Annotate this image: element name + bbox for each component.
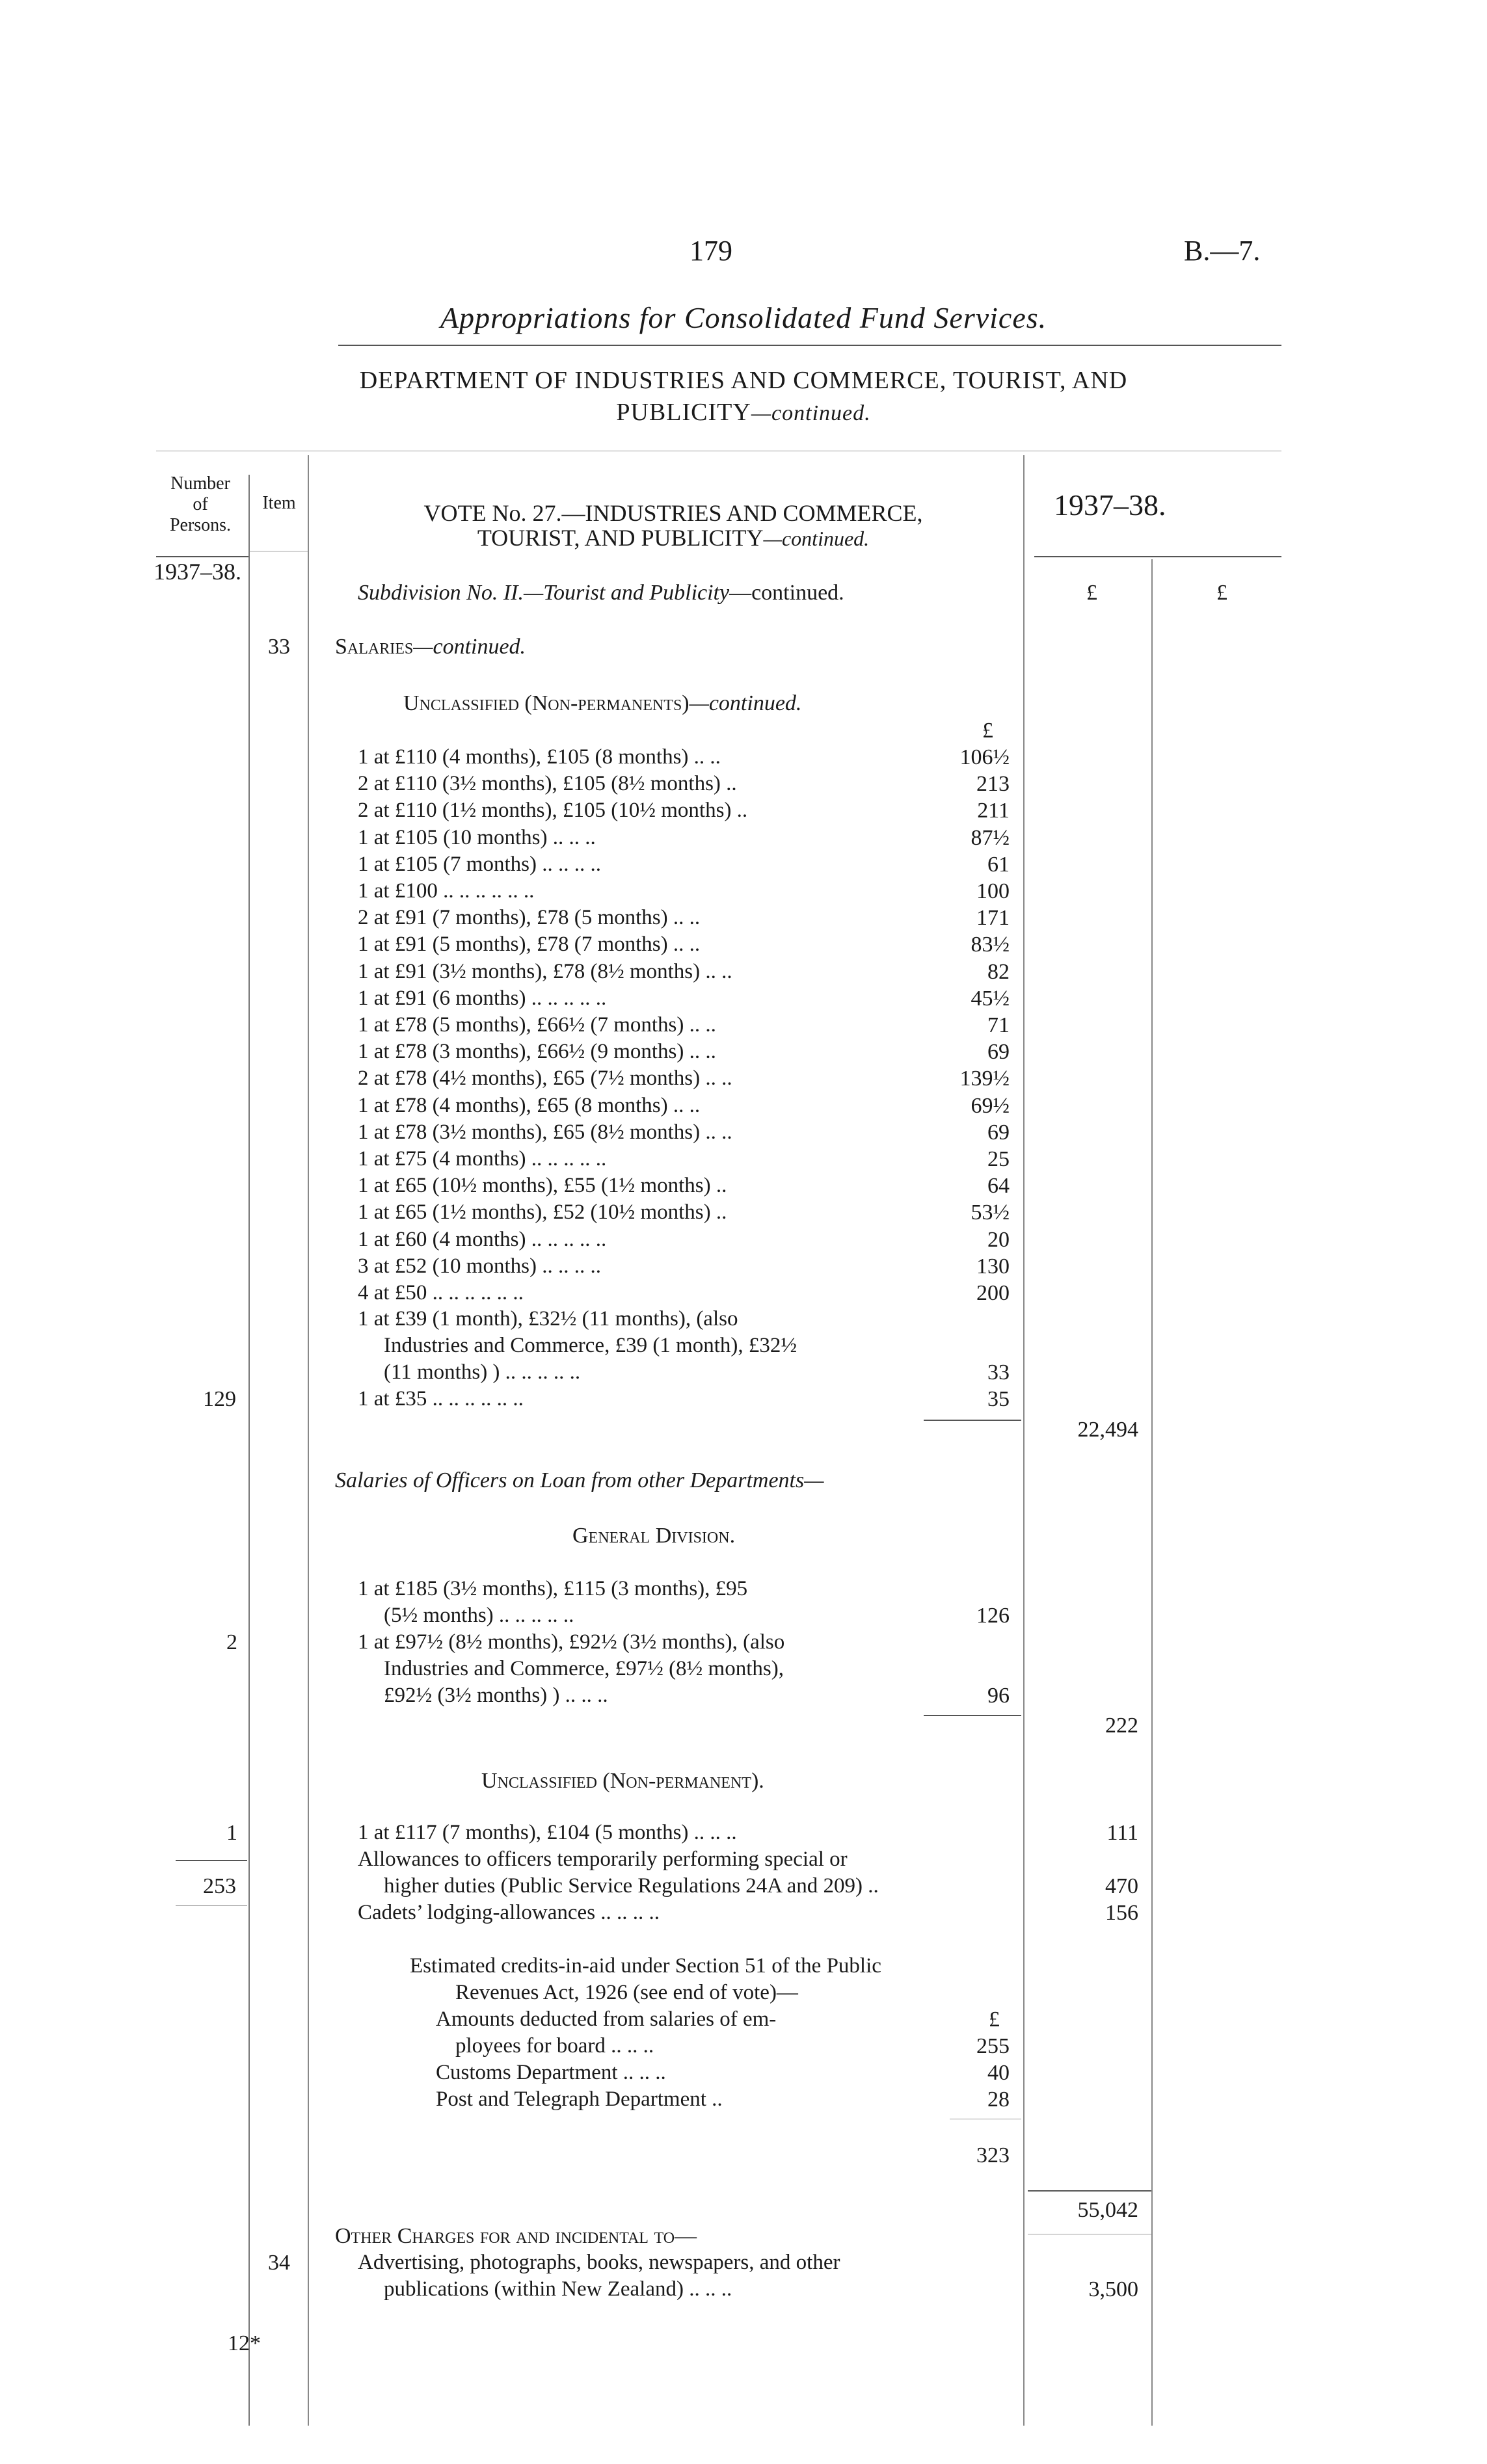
salary-row-amount: 100 xyxy=(976,879,1010,903)
last-row-text: 1 at £35 .. .. .. .. .. .. xyxy=(358,1387,524,1411)
gd-row2-l2: Industries and Commerce, £97½ (8½ months), xyxy=(384,1657,784,1680)
multi-row-l3: (11 months) ) .. .. .. .. .. xyxy=(384,1360,581,1384)
gd-row1-amount: 126 xyxy=(976,1604,1010,1628)
department-heading-line2 xyxy=(0,398,1487,427)
subtotal-rule-1 xyxy=(924,1420,1021,1421)
item-number-33: 33 xyxy=(268,635,290,659)
credit-item-2-amount: 40 xyxy=(987,2061,1010,2085)
salaries-heading-text: Salaries xyxy=(335,635,414,659)
salary-row-amount: 82 xyxy=(987,960,1010,984)
unclassified-heading-text: Unclassified (Non-permanents) xyxy=(403,691,690,715)
year-column-header: 1937–38. xyxy=(1054,488,1166,522)
credit-item-1-l1: Amounts deducted from salaries of em- xyxy=(436,2007,777,2031)
salary-row-amount: 213 xyxy=(976,772,1010,796)
item-column-header: Item xyxy=(262,493,296,513)
cadets-amount: 156 xyxy=(1105,1901,1138,1925)
credit-item-1-l2: ployees for board .. .. .. xyxy=(455,2034,654,2058)
vote-heading-cont: —continued. xyxy=(763,527,870,550)
salary-row-text: 2 at £110 (1½ months), £105 (10½ months) .. xyxy=(358,799,748,822)
title-rule xyxy=(338,345,1281,346)
salary-row-text: 1 at £110 (4 months), £105 (8 months) .. .. xyxy=(358,745,721,769)
salary-row-amount: 200 xyxy=(976,1281,1010,1305)
np-row-amount: 111 xyxy=(1106,1821,1138,1845)
vote-heading xyxy=(325,501,1021,551)
salary-row-amount: 171 xyxy=(976,906,1010,930)
salary-row-amount: 25 xyxy=(987,1147,1010,1171)
page-title: Appropriations for Consolidated Fund Services. xyxy=(440,301,1047,334)
salary-row-text: 3 at £52 (10 months) .. .. .. .. xyxy=(358,1254,601,1278)
salary-row-amount: 69 xyxy=(987,1040,1010,1064)
unclassified-cont: —continued. xyxy=(689,691,802,715)
salary-row-amount: 130 xyxy=(976,1254,1010,1278)
salary-row-amount: 53½ xyxy=(971,1200,1010,1225)
salary-row-text: 1 at £105 (7 months) .. .. .. .. xyxy=(358,853,601,876)
subdivision-label: Subdivision No. II.—Tourist and Publicity xyxy=(358,581,730,605)
allowances-amount: 470 xyxy=(1105,1874,1138,1898)
salary-row-text: 2 at £110 (3½ months), £105 (8½ months) .. xyxy=(358,772,737,795)
salary-row-amount: 139½ xyxy=(959,1066,1010,1091)
item-number-34: 34 xyxy=(268,2251,290,2275)
salary-row-amount: 69 xyxy=(987,1120,1010,1145)
multi-row-l1: 1 at £39 (1 month), £32½ (11 months), (also xyxy=(358,1307,738,1331)
year-under-rule xyxy=(1034,556,1281,557)
persons-col-divider xyxy=(248,475,250,2426)
np-row-text: 1 at £117 (7 months), £104 (5 months) .. .. .. xyxy=(358,1821,737,1844)
vote-heading-l2 xyxy=(325,525,1021,551)
multi-row-l2: Industries and Commerce, £39 (1 month), £32½ xyxy=(384,1334,797,1357)
advertising-amount: 3,500 xyxy=(1088,2277,1138,2301)
multi-row-amount: 33 xyxy=(987,1360,1010,1384)
salary-row-amount: 64 xyxy=(987,1174,1010,1198)
vote-heading-l1: VOTE No. 27.—INDUSTRIES AND COMMERCE, xyxy=(423,500,923,526)
pound-sign-col2: £ xyxy=(1216,581,1227,605)
page-number: 179 xyxy=(690,235,732,267)
salary-row-text: 1 at £60 (4 months) .. .. .. .. .. xyxy=(358,1228,607,1251)
salary-row-amount: 69½ xyxy=(971,1094,1010,1118)
credit-item-1-amount: 255 xyxy=(976,2034,1010,2058)
salary-row-text: 4 at £50 .. .. .. .. .. .. xyxy=(358,1281,524,1305)
salary-row-amount: 20 xyxy=(987,1228,1010,1252)
credits-l2: Revenues Act, 1926 (see end of vote)— xyxy=(455,1981,798,2004)
persons-header-l1: Number xyxy=(170,473,230,494)
pound-sign-col1: £ xyxy=(1086,581,1097,605)
salary-row-text: 1 at £65 (1½ months), £52 (10½ months) .. xyxy=(358,1200,727,1224)
salary-row-text: 1 at £78 (4 months), £65 (8 months) .. .. xyxy=(358,1094,701,1117)
persons-year: 1937–38. xyxy=(154,559,241,585)
salary-row-text: 2 at £78 (4½ months), £65 (7½ months) .. .. xyxy=(358,1066,732,1090)
salary-row-amount: 45½ xyxy=(971,987,1010,1011)
persons-column-header xyxy=(155,473,246,536)
other-charges-heading: Other Charges for and incidental to— xyxy=(335,2224,697,2248)
salary-row-text: 1 at £65 (10½ months), £55 (1½ months) .. xyxy=(358,1174,727,1197)
department-heading-line1: DEPARTMENT OF INDUSTRIES AND COMMERCE, TOURIST, AND xyxy=(359,367,1128,394)
unclassified-total: 22,494 xyxy=(1077,1418,1138,1442)
unclassified-heading xyxy=(403,691,801,716)
salary-row-text: 1 at £91 (3½ months), £78 (8½ months) .. .. xyxy=(358,960,732,983)
salary-row-amount: 71 xyxy=(987,1013,1010,1037)
salary-row-amount: 87½ xyxy=(971,826,1010,850)
last-row-amount: 35 xyxy=(987,1387,1010,1411)
persons-header-l2: of xyxy=(193,494,208,514)
persons-year-rule xyxy=(156,556,248,557)
persons-2: 2 xyxy=(226,1630,237,1654)
salary-row-text: 1 at £105 (10 months) .. .. .. xyxy=(358,826,596,849)
salary-row-text: 1 at £100 .. .. .. .. .. .. xyxy=(358,879,535,903)
advertising-l1: Advertising, photographs, books, newspapers, and other xyxy=(358,2251,840,2274)
persons-rule-1 xyxy=(176,1860,247,1861)
credit-item-3: Post and Telegraph Department .. xyxy=(436,2087,723,2111)
salary-row-amount: 83½ xyxy=(971,933,1010,957)
credits-l1: Estimated credits-in-aid under Section 51 of the Public xyxy=(410,1954,881,1978)
salary-row-amount: 211 xyxy=(977,799,1010,823)
persons-rule-2 xyxy=(176,1905,247,1906)
gd-row1-l2: (5½ months) .. .. .. .. .. xyxy=(384,1604,574,1627)
salary-row-text: 1 at £78 (5 months), £66½ (7 months) .. .. xyxy=(358,1013,716,1037)
total-rule xyxy=(1028,2190,1151,2192)
amount-col-mid-divider xyxy=(1151,559,1153,2426)
persons-253: 253 xyxy=(203,1874,236,1898)
salary-row-text: 1 at £78 (3½ months), £65 (8½ months) .. .. xyxy=(358,1120,732,1144)
credit-item-2: Customs Department .. .. .. xyxy=(436,2061,666,2084)
salaries-total: 55,042 xyxy=(1077,2198,1138,2222)
pound-sign-inner: £ xyxy=(982,719,993,743)
department-heading-text: PUBLICITY xyxy=(616,399,751,426)
general-division-heading: General Division. xyxy=(572,1524,736,1548)
amount-col-left-divider xyxy=(1023,455,1025,2426)
cadets-text: Cadets’ lodging-allowances .. .. .. .. xyxy=(358,1901,660,1924)
subdivision-heading xyxy=(358,581,844,605)
credit-item-3-amount: 28 xyxy=(987,2087,1010,2112)
salary-row-text: 1 at £78 (3 months), £66½ (9 months) .. .. xyxy=(358,1040,716,1063)
persons-129: 129 xyxy=(203,1387,236,1411)
subdivision-cont: —continued. xyxy=(729,581,844,605)
vote-heading-l2-text: TOURIST, AND PUBLICITY xyxy=(477,525,764,551)
gd-row2-amount: 96 xyxy=(987,1684,1010,1708)
advertising-l2: publications (within New Zealand) .. .. .. xyxy=(384,2277,732,2301)
loan-heading: Salaries of Officers on Loan from other Departments— xyxy=(335,1468,824,1492)
item-col-divider xyxy=(308,455,309,2426)
footer-signature: 12* xyxy=(228,2331,261,2355)
document-reference: B.—7. xyxy=(1184,235,1261,267)
salaries-cont: —continued. xyxy=(413,635,526,659)
salaries-heading xyxy=(335,635,526,659)
salary-row-text: 1 at £91 (6 months) .. .. .. .. .. xyxy=(358,987,607,1010)
subtotal-rule-2 xyxy=(924,1715,1021,1716)
salary-row-text: 2 at £91 (7 months), £78 (5 months) .. .. xyxy=(358,906,701,929)
allowances-l1: Allowances to officers temporarily performing special or xyxy=(358,1848,848,1871)
credits-total: 323 xyxy=(976,2143,1010,2167)
salary-row-amount: 61 xyxy=(987,853,1010,877)
credits-pound-sign: £ xyxy=(989,2007,1000,2032)
salary-row-text: 1 at £91 (5 months), £78 (7 months) .. .. xyxy=(358,933,701,956)
allowances-l2: higher duties (Public Service Regulations 24A and 209) .. xyxy=(384,1874,879,1898)
department-heading-cont: —continued. xyxy=(751,401,871,425)
unclassified-np-heading: Unclassified (Non-permanent). xyxy=(481,1769,764,1793)
persons-header-l3: Persons. xyxy=(169,515,232,535)
gd-row1-l1: 1 at £185 (3½ months), £115 (3 months), £95 xyxy=(358,1577,748,1600)
persons-1: 1 xyxy=(226,1821,237,1845)
gd-row2-l3: £92½ (3½ months) ) .. .. .. xyxy=(384,1684,608,1707)
gd-row2-l1: 1 at £97½ (8½ months), £92½ (3½ months), (also xyxy=(358,1630,785,1654)
salary-row-text: 1 at £75 (4 months) .. .. .. .. .. xyxy=(358,1147,607,1171)
gd-total: 222 xyxy=(1105,1714,1138,1738)
salary-row-amount: 106½ xyxy=(959,745,1010,769)
